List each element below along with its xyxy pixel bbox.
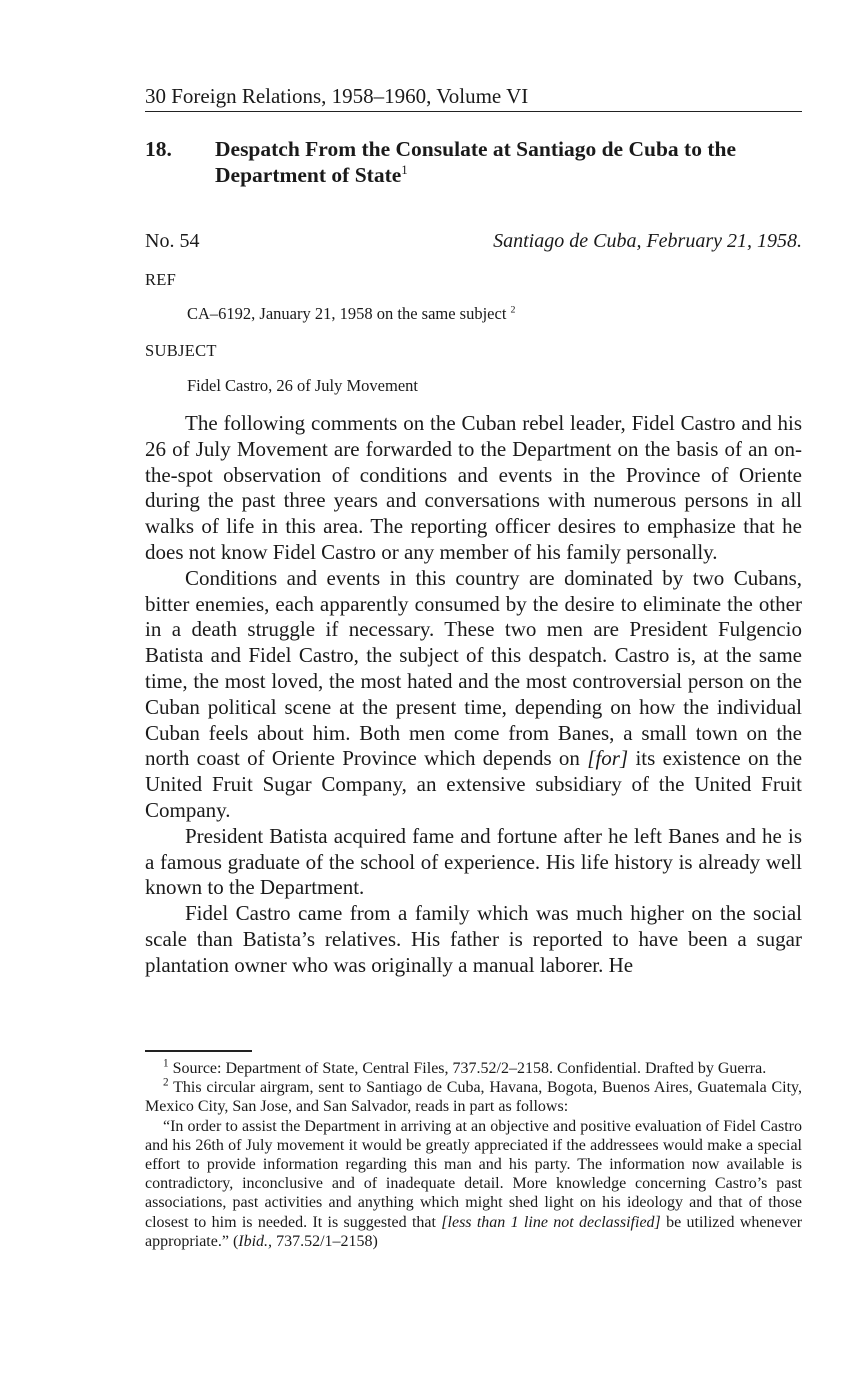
footnote-2 — [145, 1078, 802, 1116]
quote-part-a: “In order to assist the Department in arriving at an objective and positive evaluation of Fidel Castro and his 26th of July movement it would be greatly appreciated if the addressees would make a special effort to provide information regarding this man and his party. The information now available is contradictory, inconclusive and of inadequate detail. More knowledge concerning Castro’s past associations, past activities and anything which might shed light on his ideology and that of those closest to him is needed. It is suggested that — [145, 1117, 802, 1231]
despatch-number: No. 54 — [145, 230, 200, 252]
ref-text — [187, 304, 515, 324]
footnote-1 — [145, 1059, 802, 1078]
footnotes — [145, 1059, 802, 1251]
editorial-insert: [for] — [587, 746, 629, 771]
quote-ibid: Ibid., — [238, 1232, 273, 1250]
footnote-2-text: This circular airgram, sent to Santiago de Cuba, Havana, Bogota, Buenos Aires, Guatemala City, Mexico City, San Jose, and San Salvador, reads in part as follows: — [145, 1079, 802, 1116]
despatch-meta — [145, 228, 802, 254]
footnote-2-quote: “In order to assist the Department in arriving at an objective and positive evaluation of Fidel Castro and his 26th of July movement it would be greatly appreciated if the addressees would make a special effort to provide information regarding this man and his party. The information now available is contradictory, inconclusive and of inadequate detail. More knowledge concerning Castro’s past associations, past activities and anything which might shed light on his ideology and that of those closest to him is needed. It is suggested that [less than 1 line not declassified] be utilized whenever appropriate.” (Ibid., 737.52/1–2158) — [145, 1117, 803, 1250]
paragraph-2-part-b: its existence on the United Fruit Sugar Company, an extensive subsidiary of the United Fruit Company. — [145, 746, 803, 822]
subject-text: Fidel Castro, 26 of July Movement — [187, 376, 418, 395]
footnote-1-mark: 1 — [163, 1057, 169, 1070]
paragraph-2-part-a: Conditions and events in this country are dominated by two Cubans, bitter enemies, each apparently consumed by the desire to eliminate the other in a death struggle if necessary. These two men are President Fulgencio Batista and Fidel Castro, the subject of this despatch. Castro is, at the same time, the most loved, the most hated and the most controversial person on the Cuban political scene at the present time, depending on how the individual Cuban feels about him. Both men come from Banes, a small town on the north coast of Oriente Province which depends on — [145, 565, 802, 771]
ref-label: REF — [145, 270, 177, 289]
running-head: 30 Foreign Relations, 1958–1960, Volume VI — [145, 82, 802, 112]
paragraph-1: The following comments on the Cuban rebel leader, Fidel Castro and his 26 of July Movement are forwarded to the Department on the basis of an on-the-spot observation of conditions and events in the Province of Oriente during the past three years and conversations with numerous persons in all walks of life in this area. The reporting officer desires to emphasize that he does not know Fidel Castro or any member of his family personally. — [145, 411, 802, 564]
document-title-text: Despatch From the Consulate at Santiago de Cuba to the Department of State — [215, 137, 736, 187]
document-title — [215, 136, 802, 188]
subject-label: SUBJECT — [145, 341, 217, 360]
paragraph-3: President Batista acquired fame and fortune after he left Banes and he is a famous graduate of the school of experience. His life history is already well known to the Department. — [145, 823, 802, 900]
paragraph-2 — [145, 566, 802, 824]
document-page — [145, 0, 802, 1380]
document-number: 18. — [145, 137, 172, 161]
footnote-1-text: Source: Department of State, Central Files, 737.52/2–2158. Confidential. Drafted by Guerra. — [172, 1060, 767, 1077]
ref-text-content: CA–6192, January 21, 1958 on the same subject — [187, 304, 507, 323]
document-heading — [145, 136, 802, 188]
quote-citation: 737.52/1–2158) — [276, 1232, 378, 1250]
quote-redaction: [less than 1 line not declassified] — [441, 1213, 661, 1231]
quote-part-b: be utilized whenever appropriate.” — [145, 1213, 803, 1250]
footnote-ref-2[interactable]: 2 — [510, 304, 516, 316]
place-date: Santiago de Cuba, February 21, 1958. — [493, 230, 802, 252]
body-text — [145, 411, 802, 979]
footnote-2-mark: 2 — [163, 1076, 169, 1089]
footnote-divider — [145, 1050, 252, 1052]
paragraph-4: Fidel Castro came from a family which was much higher on the social scale than Batista’s relatives. His father is reported to have been a sugar plantation owner who was originally a manual laborer. He — [145, 901, 802, 977]
footnote-ref-1[interactable]: 1 — [401, 162, 408, 177]
